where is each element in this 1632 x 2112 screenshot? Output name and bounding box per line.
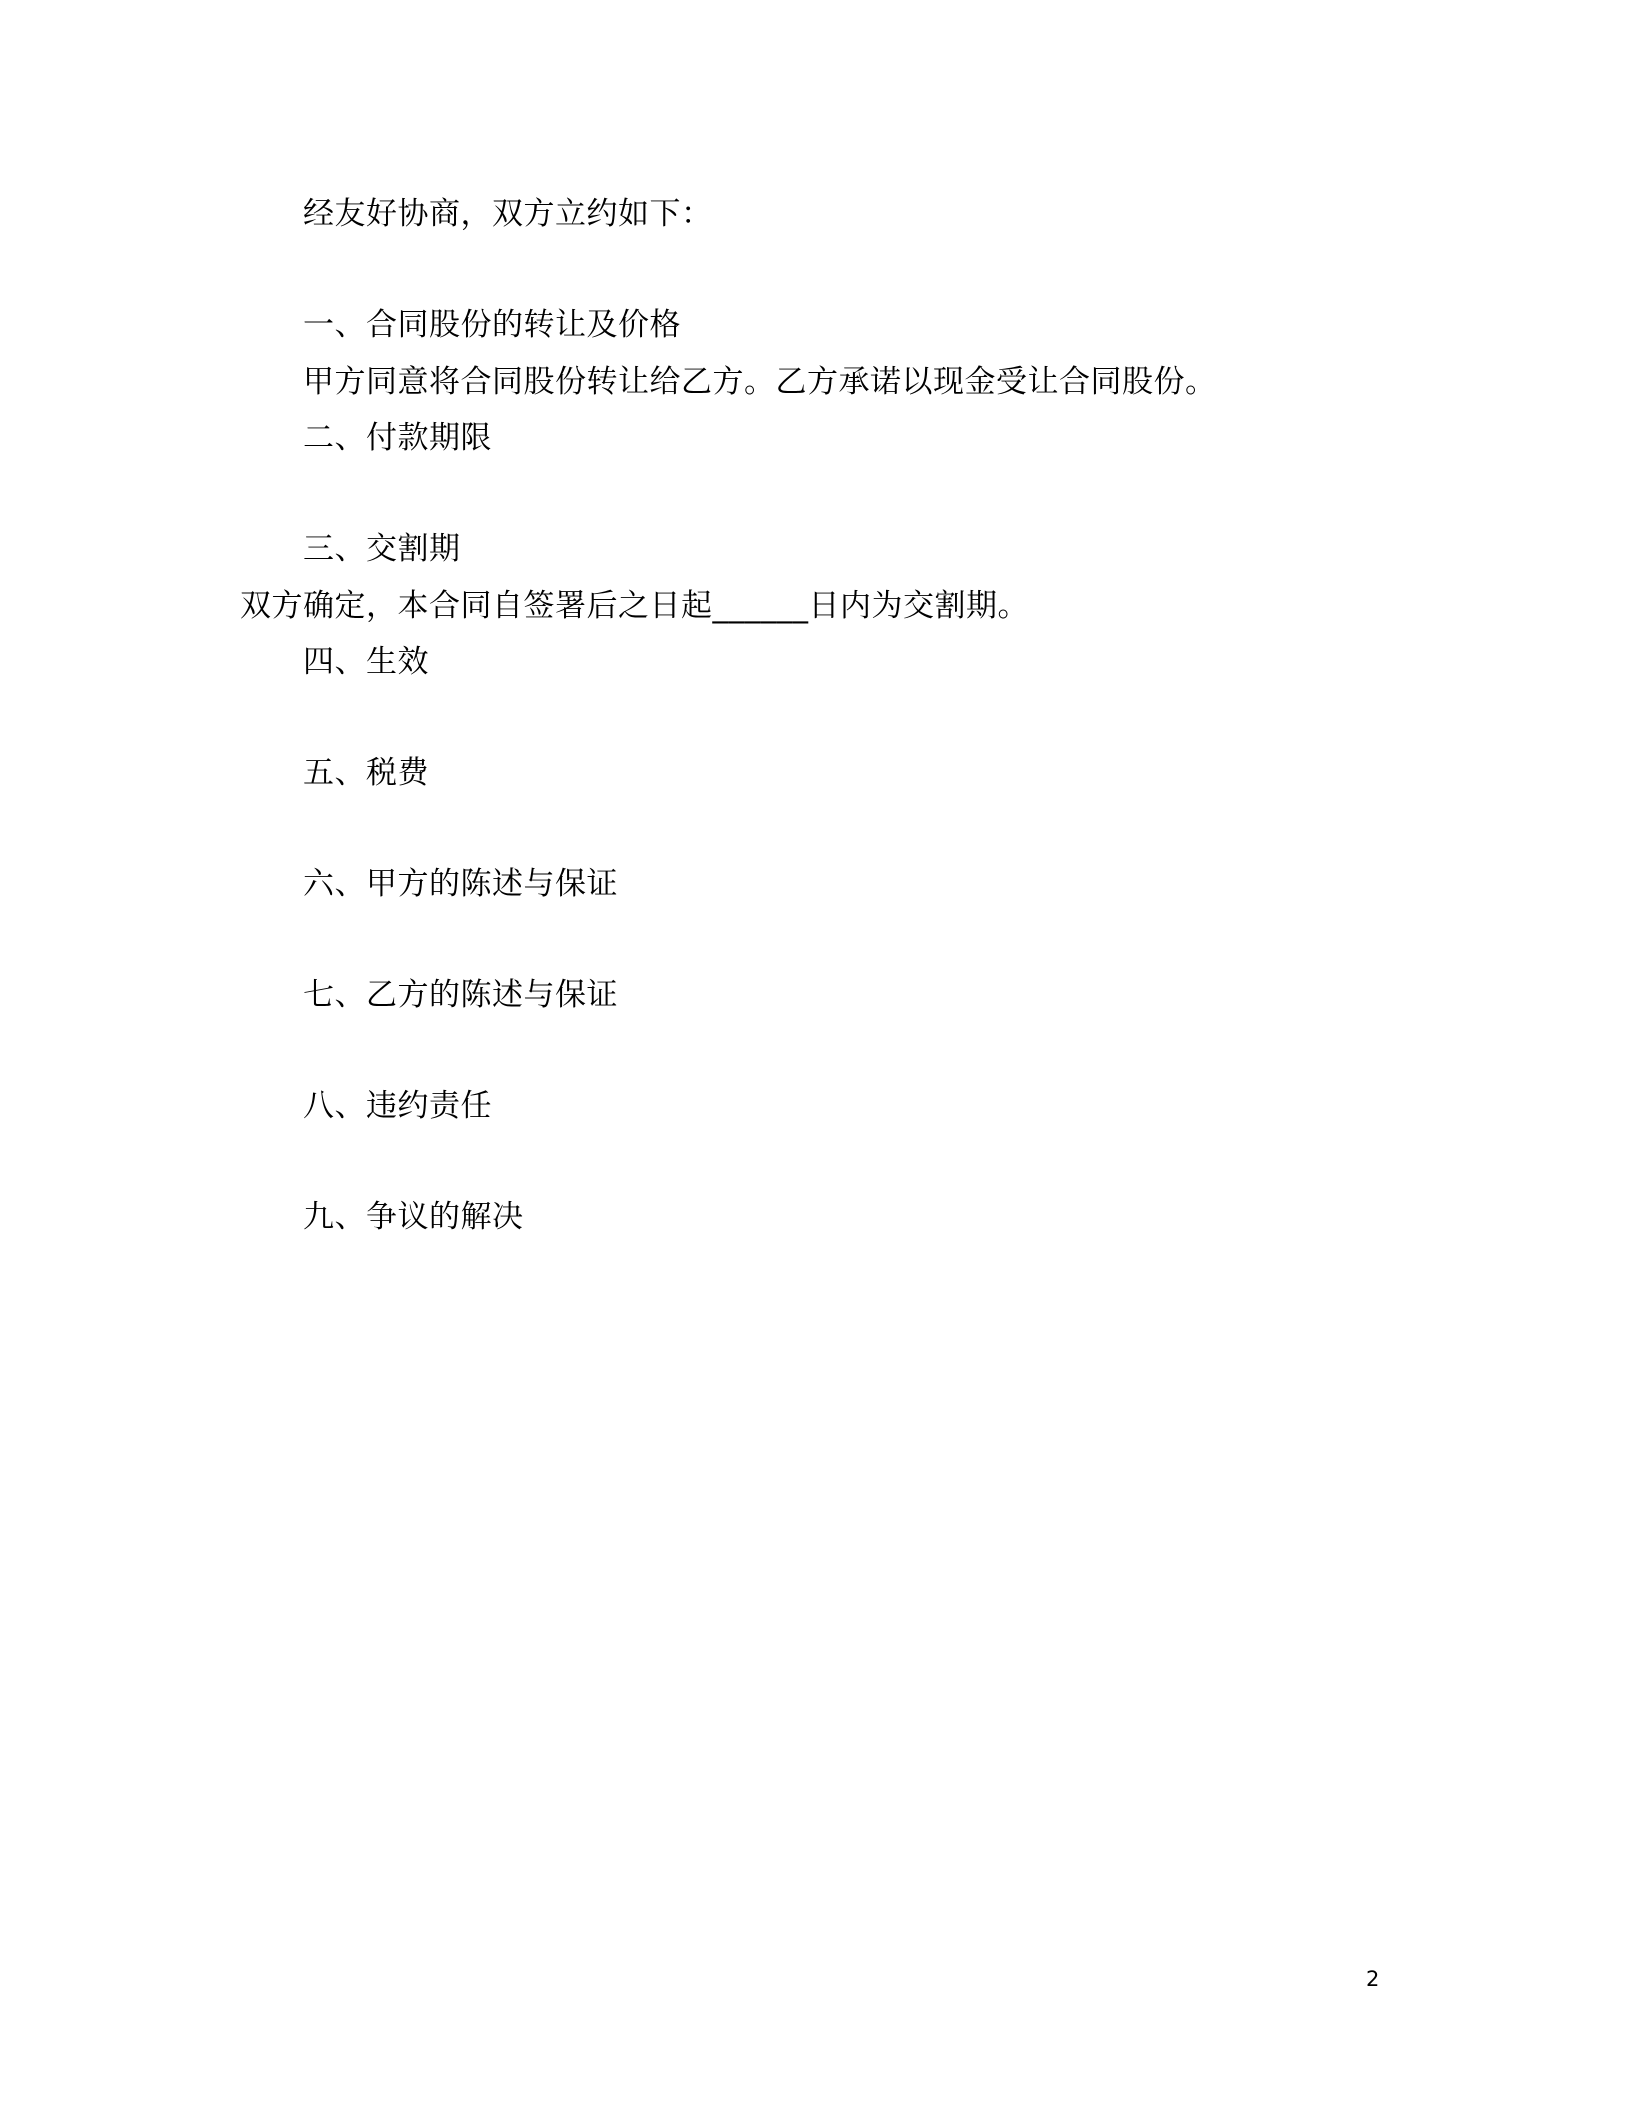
section-heading-8: 八、违约责任	[303, 1088, 492, 1124]
section-heading-7: 七、乙方的陈述与保证	[303, 977, 618, 1013]
intro-paragraph: 经友好协商，双方立约如下：	[303, 196, 713, 232]
section-heading-2: 二、付款期限	[303, 420, 492, 456]
section-heading-1: 一、合同股份的转让及价格	[303, 307, 681, 343]
section-heading-5: 五、税费	[303, 755, 429, 791]
section-heading-3: 三、交割期	[303, 531, 461, 567]
section-body-3: 双方确定，本合同自签署后之日起______日内为交割期。	[240, 588, 1029, 624]
section-heading-9: 九、争议的解决	[303, 1199, 524, 1235]
page-number: 2	[1366, 1967, 1380, 1991]
section-heading-6: 六、甲方的陈述与保证	[303, 866, 618, 902]
section-body-1: 甲方同意将合同股份转让给乙方。乙方承诺以现金受让合同股份。	[303, 364, 1217, 400]
section-heading-4: 四、生效	[303, 644, 429, 680]
